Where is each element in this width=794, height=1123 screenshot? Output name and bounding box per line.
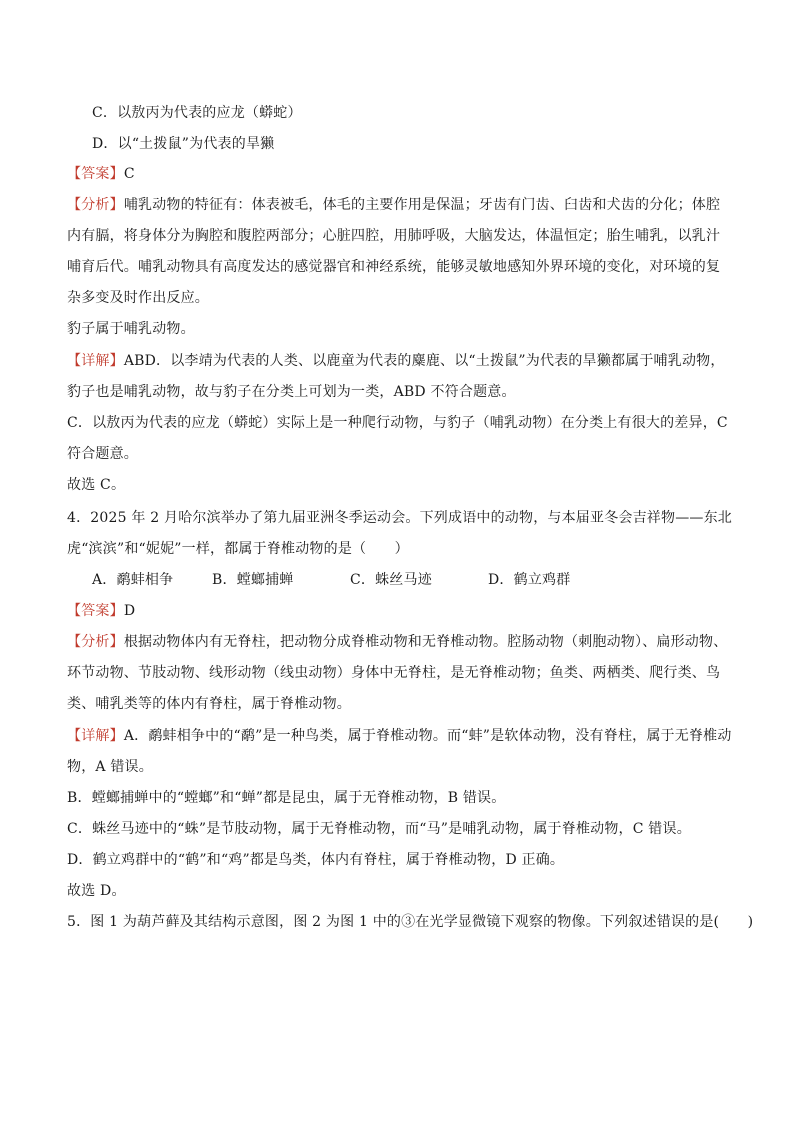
analysis-text: 哺乳动物的特征有：体表被毛，体毛的主要作用是保温；牙齿有门齿、臼齿和犬齿的分化；体腔 <box>123 197 721 213</box>
q3-detail-line-1 <box>67 352 725 370</box>
q4-options <box>92 571 570 589</box>
q3-answer <box>67 165 135 183</box>
q3-analysis-line-5: 豹子属于哺乳动物。 <box>67 321 195 337</box>
q3-option-c: C．以敖丙为代表的应龙（蟒蛇） <box>92 105 302 121</box>
q4-option-d: D．鹤立鸡群 <box>488 572 571 588</box>
q3-detail-line-2: 豹子也是哺乳动物，故与豹子在分类上可划为一类，ABD 不符合题意。 <box>67 384 516 400</box>
detail-tag: 【详解】 <box>67 728 124 744</box>
detail-text: A．鹬蚌相争中的“鹬”是一种鸟类，属于脊椎动物。而“蚌”是软体动物，没有脊柱，属于无脊椎动 <box>123 728 732 744</box>
q4-answer <box>67 602 135 620</box>
q3-analysis-line-4: 杂多变及时作出反应。 <box>67 290 209 306</box>
q4-conclusion: 故选 D。 <box>67 883 126 899</box>
q4-option-c: C．蛛丝马迹 <box>350 572 432 588</box>
q4-analysis-line-1 <box>67 633 727 651</box>
detail-text: ABD．以李靖为代表的人类、以鹿童为代表的麋鹿、以“土拨鼠”为代表的旱獭都属于哺乳动物， <box>123 353 725 369</box>
q3-analysis-line-3: 哺育后代。哺乳动物具有高度发达的感觉器官和神经系统，能够灵敏地感知外界环境的变化，对环境的复 <box>67 259 721 275</box>
q3-analysis-line-1 <box>67 196 720 214</box>
analysis-tag: 【分析】 <box>67 197 124 213</box>
answer-tag: 【答案】 <box>67 166 124 182</box>
q4-detail-line-3: B．螳螂捕蝉中的“螳螂”和“蝉”都是昆虫，属于无脊椎动物，B 错误。 <box>67 790 506 806</box>
q5-stem: 5．图 1 为葫芦藓及其结构示意图，图 2 为图 1 中的③在光学显微镜下观察的物像。下列叙述错误的是( ) <box>67 914 754 930</box>
q3-detail-line-3: C．以敖丙为代表的应龙（蟒蛇）实际上是一种爬行动物，与豹子（哺乳动物）在分类上有很大的差异，C <box>67 415 728 431</box>
answer-tag: 【答案】 <box>67 603 124 619</box>
q4-detail-line-1 <box>67 727 732 745</box>
q4-stem-line-1: 4．2025 年 2 月哈尔滨举办了第九届亚洲冬季运动会。下列成语中的动物，与本届亚冬会吉祥物——东北 <box>67 510 732 526</box>
answer-value: D <box>123 603 136 619</box>
detail-tag: 【详解】 <box>67 353 124 369</box>
q4-detail-line-2: 物，A 错误。 <box>67 759 153 775</box>
q3-conclusion: 故选 C。 <box>67 477 126 493</box>
q4-analysis-line-3: 类、哺乳类等的体内有脊柱，属于脊椎动物。 <box>67 696 351 712</box>
q4-stem-line-2: 虎“滨滨”和“妮妮”一样，都属于脊椎动物的是（ ） <box>67 541 409 557</box>
answer-value: C <box>123 166 135 182</box>
q4-option-a: A．鹬蚌相争 <box>92 572 174 588</box>
q3-analysis-line-2: 内有膈，将身体分为胸腔和腹腔两部分；心脏四腔，用肺呼吸，大脑发达，体温恒定；胎生哺乳，以乳汁 <box>67 228 721 244</box>
analysis-tag: 【分析】 <box>67 634 124 650</box>
q4-detail-line-4: C．蛛丝马迹中的“蛛”是节肢动物，属于无脊椎动物，而“马”是哺乳动物，属于脊椎动物，C 错误。 <box>67 821 691 837</box>
q3-detail-line-4: 符合题意。 <box>67 446 138 462</box>
q4-detail-line-5: D．鹤立鸡群中的“鹤”和“鸡”都是鸟类，体内有脊柱，属于脊椎动物，D 正确。 <box>67 852 565 868</box>
q4-option-b: B．螳螂捕蝉 <box>212 572 294 588</box>
analysis-text: 根据动物体内有无脊柱，把动物分成脊椎动物和无脊椎动物。腔肠动物（刺胞动物）、扁形动物、 <box>123 634 728 650</box>
q3-option-d: D．以“土拨鼠”为代表的旱獭 <box>92 136 275 152</box>
q4-analysis-line-2: 环节动物、节肢动物、线形动物（线虫动物）身体中无脊柱，是无脊椎动物；鱼类、两栖类、爬行类、鸟 <box>67 665 721 681</box>
